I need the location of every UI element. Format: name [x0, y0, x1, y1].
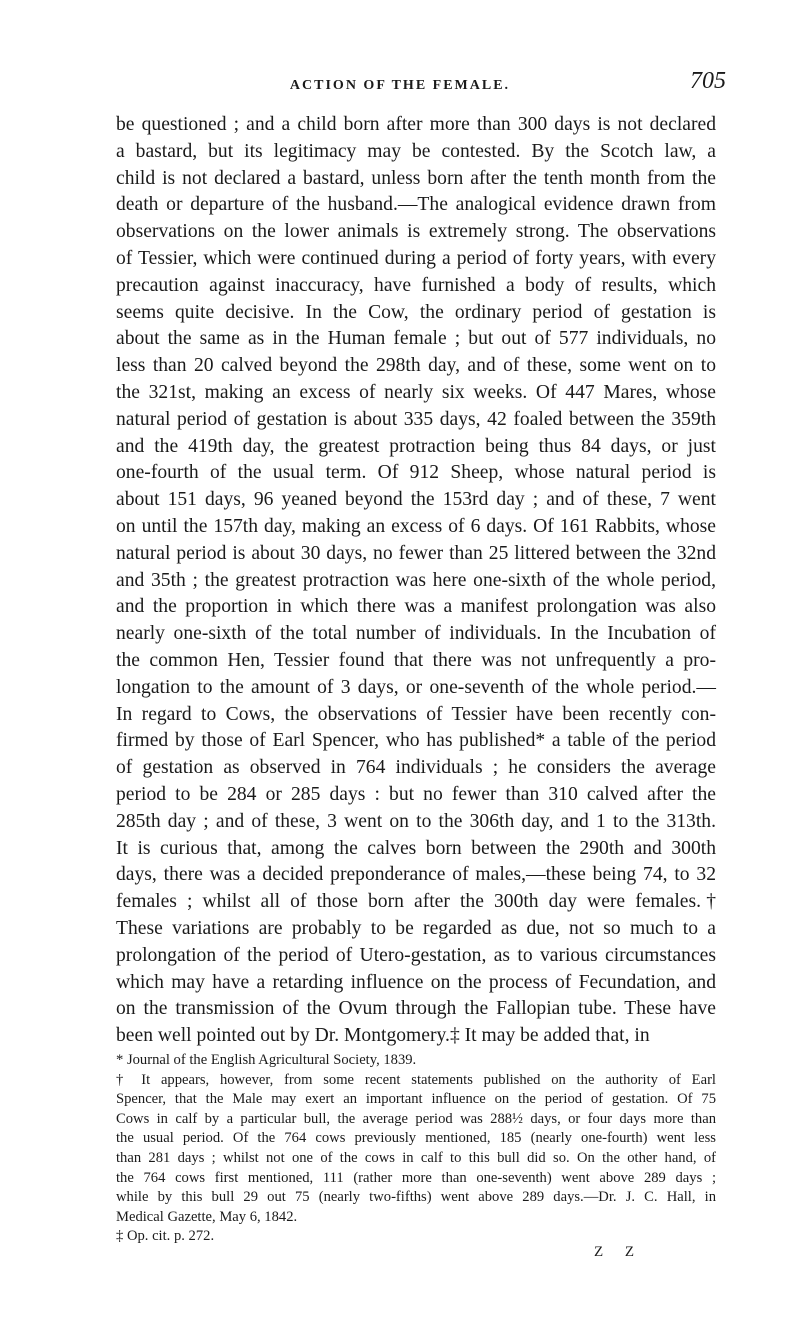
text-line: be questioned ; and a child born after more than 300 days is not declared — [116, 114, 716, 135]
body-text — [116, 112, 716, 1050]
text-line: days, there was a decided preponderance of males,—these being 74, to 32 — [116, 864, 716, 886]
text-line: precaution against inaccuracy, have furnished a body of results, which — [116, 274, 716, 296]
footnote-line: * Journal of the English Agricultural Society, 1839. — [116, 1052, 417, 1068]
text-line: females ; whilst all of those born after the 300th day were females.† — [116, 891, 716, 913]
footnote-line: † It appears, however, from some recent statements published on the authority of Earl — [116, 1071, 716, 1088]
page-header — [0, 68, 800, 102]
signature-mark: Z Z — [594, 1244, 644, 1260]
text-line: on until the 157th day, making an excess of 6 days. Of 161 Rabbits, whose — [116, 515, 716, 537]
text-line: It is curious that, among the calves born between the 290th and 300th — [116, 837, 716, 859]
text-line: nearly one-sixth of the total number of individuals. In the Incubation of — [116, 623, 716, 645]
text-line: natural period is about 30 days, no fewer than 25 littered between the 32nd — [116, 542, 716, 564]
text-line: the 321st, making an excess of nearly six weeks. Of 447 Mares, whose — [116, 381, 716, 403]
text-line: 285th day ; and of these, 3 went on to the 306th day, and 1 to the 313th. — [116, 810, 716, 832]
text-line: about 151 days, 96 yeaned beyond the 153rd day ; and of these, 7 went — [116, 489, 716, 511]
text-line: These variations are probably to be regarded as due, not so much to a — [116, 917, 716, 939]
footnote-line: ‡ Op. cit. p. 272. — [116, 1228, 215, 1245]
text-line: been well pointed out by Dr. Montgomery.‡ It may be added that, in — [116, 1025, 650, 1047]
footnote-line: Medical Gazette, May 6, 1842. — [116, 1208, 298, 1225]
text-line: firmed by those of Earl Spencer, who has published* a table of the period — [116, 730, 716, 752]
text-line: child is not declared a bastard, unless born after the tenth month from the — [116, 167, 716, 189]
text-line: and 35th ; the greatest protraction was here one-sixth of the whole period, — [116, 569, 716, 591]
text-line: prolongation of the period of Utero-gestation, as to various circumstances — [116, 944, 716, 966]
footnote-line: Cows in calf by a particular bull, the average period was 288½ days, or four days more than — [116, 1110, 716, 1127]
footnote-line: Spencer, that the Male may exert an important influence on the period of gestation. Of 75 — [116, 1091, 716, 1108]
footnotes — [116, 1051, 716, 1247]
text-line: observations on the lower animals is extremely strong. The observations — [116, 221, 716, 243]
text-line: of Tessier, which were continued during a period of forty years, with every — [116, 247, 716, 269]
running-head: ACTION OF THE FEMALE. — [289, 78, 511, 93]
text-line: seems quite decisive. In the Cow, the ordinary period of gestation is — [116, 301, 716, 323]
text-line: longation to the amount of 3 days, or one-seventh of the whole period.— — [116, 676, 716, 698]
text-line: In regard to Cows, the observations of Tessier have been recently con- — [116, 703, 716, 725]
text-line: the common Hen, Tessier found that there was not unfrequently a pro- — [116, 649, 716, 671]
footnote-line: while by this bull 29 out 75 (nearly two-fifths) went above 289 days.—Dr. J. C. Hall, in — [116, 1189, 716, 1206]
text-line: period to be 284 or 285 days : but no fewer than 310 calved after the — [116, 783, 716, 805]
text-line: of gestation as observed in 764 individuals ; he considers the average — [116, 757, 716, 779]
text-line: a bastard, but its legitimacy may be contested. By the Scotch law, a — [116, 140, 716, 162]
footnote-line: than 281 days ; whilst not one of the cows in calf to this bull did so. On the other hand, of — [116, 1149, 716, 1166]
text-line: and the proportion in which there was a manifest prolongation was also — [116, 596, 716, 618]
text-line: death or departure of the husband.—The analogical evidence drawn from — [116, 194, 716, 216]
text-line: on the transmission of the Ovum through the Fallopian tube. These have — [116, 998, 716, 1020]
text-line: less than 20 calved beyond the 298th day, and of these, some went on to — [116, 355, 716, 377]
page-number: 705 — [690, 68, 726, 94]
text-line: one-fourth of the usual term. Of 912 Sheep, whose natural period is — [116, 462, 716, 484]
text-line: which may have a retarding influence on the process of Fecundation, and — [116, 971, 716, 993]
footnote-line: the usual period. Of the 764 cows previously mentioned, 185 (nearly one-fourth) went less — [116, 1130, 716, 1147]
footnote-line: the 764 cows first mentioned, 111 (rather more than one-seventh) went above 289 days ; — [116, 1169, 716, 1186]
text-line: about the same as in the Human female ; but out of 577 individuals, no — [116, 328, 716, 350]
text-line: and the 419th day, the greatest protraction being thus 84 days, or just — [116, 435, 716, 457]
text-line: natural period of gestation is about 335 days, 42 foaled between the 359th — [116, 408, 716, 430]
